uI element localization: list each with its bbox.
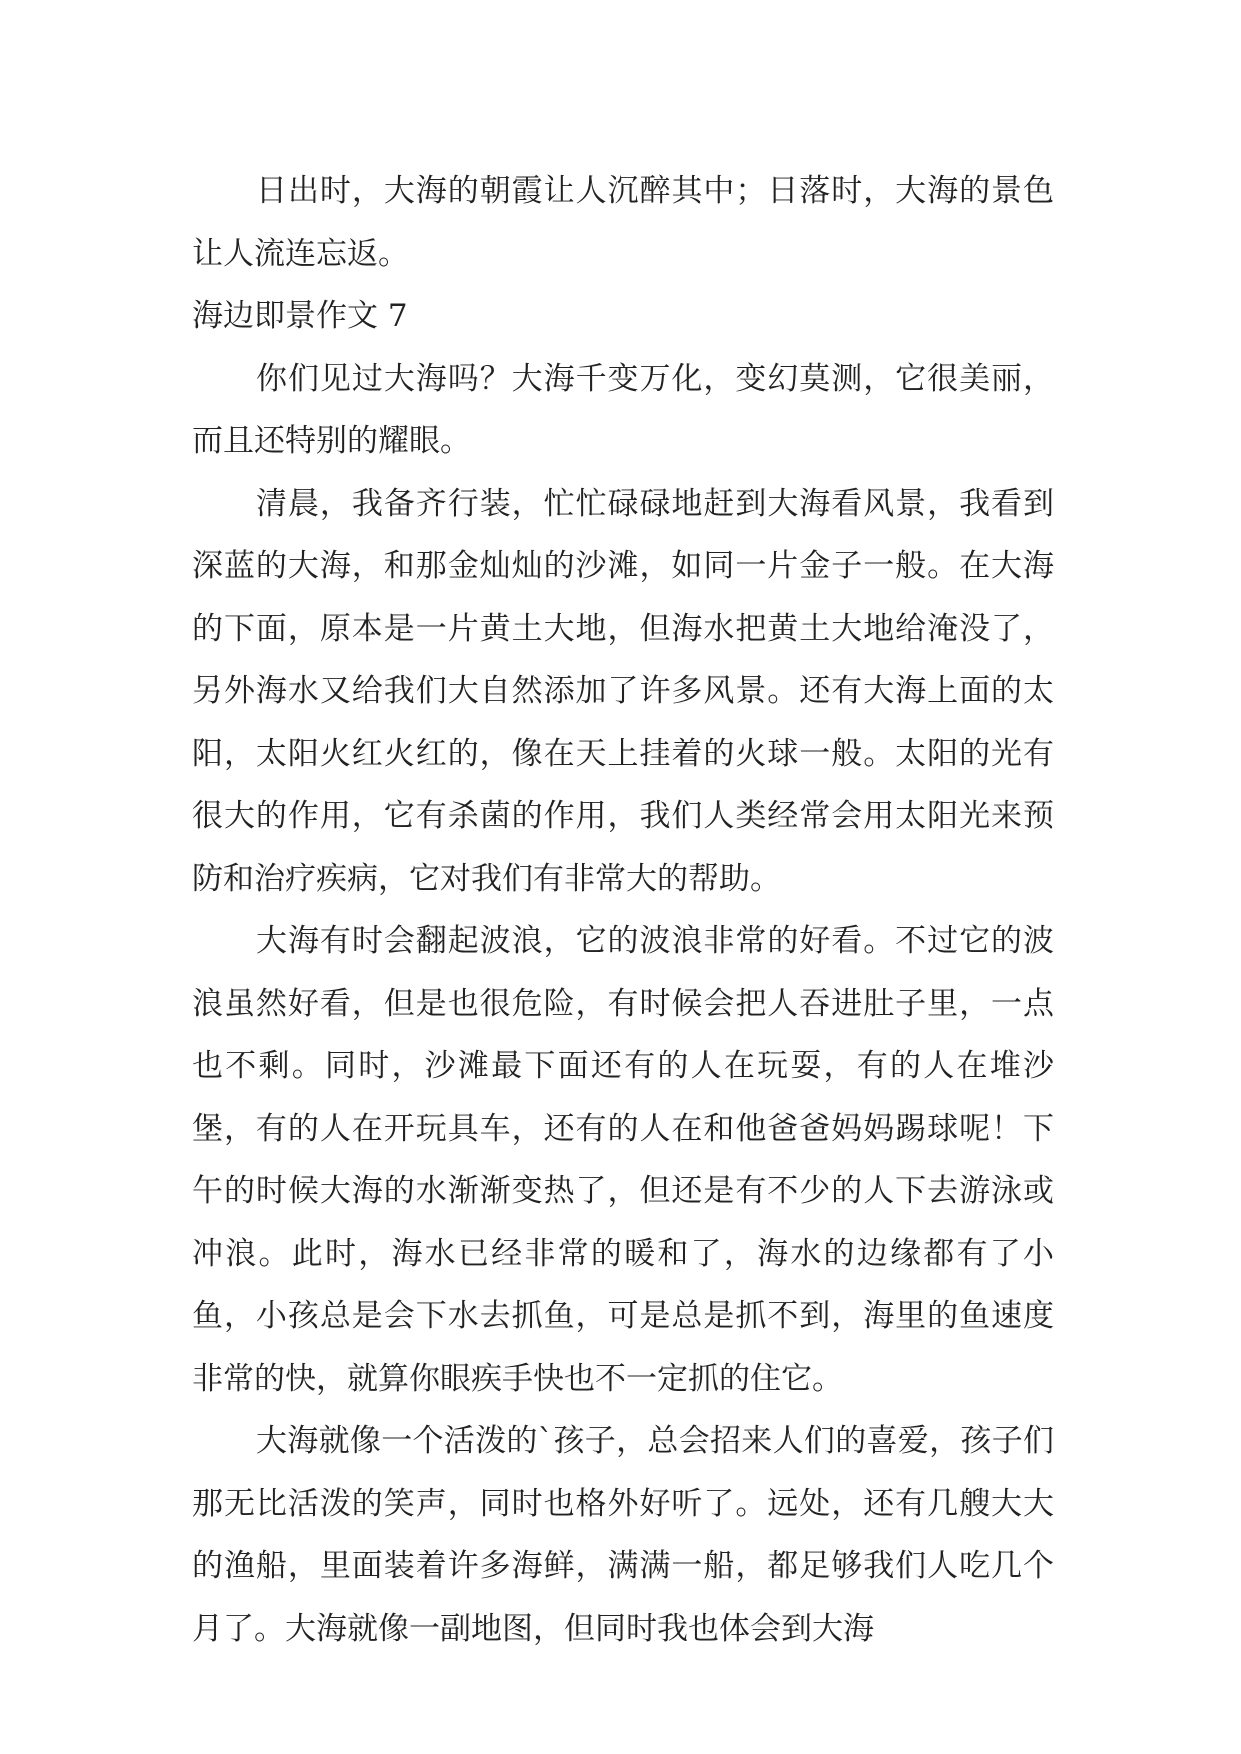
paragraph-intro: 你们见过大海吗？大海千变万化，变幻莫测，它很美丽，而且还特别的耀眼。 — [192, 360, 1054, 459]
essay-heading: 海边即景作文 7 — [192, 298, 408, 334]
document-body — [192, 160, 1054, 1660]
paragraph-waves: 大海有时会翻起波浪，它的波浪非常的好看。不过它的波浪虽然好看，但是也很危险，有时候会把人吞进肚子里，一点也不剩。同时，沙滩最下面还有的人在玩耍，有的人在堆沙堡，有的人在开玩具车，还有的人在和他爸爸妈妈踢球呢！下午的时候大海的水渐渐变热了，但还是有不少的人下去游泳或冲浪。此时，海水已经非常的暖和了，海水的边缘都有了小鱼，小孩总是会下水去抓鱼，可是总是抓不到，海里的鱼速度非常的快，就算你眼疾手快也不一定抓的住它。 — [192, 923, 1054, 1397]
paragraph-sunrise-sunset: 日出时，大海的朝霞让人沉醉其中；日落时，大海的景色让人流连忘返。 — [192, 173, 1054, 272]
paragraph-child: 大海就像一个活泼的`孩子，总会招来人们的喜爱，孩子们那无比活泼的笑声，同时也格外好听了。远处，还有几艘大大的渔船，里面装着许多海鲜，满满一船，都足够我们人吃几个月了。大海就像一副地图，但同时我也体会到大海 — [192, 1423, 1054, 1647]
paragraph-morning: 清晨，我备齐行装，忙忙碌碌地赶到大海看风景，我看到深蓝的大海，和那金灿灿的沙滩，如同一片金子一般。在大海的下面，原本是一片黄土大地，但海水把黄土大地给淹没了，另外海水又给我们大自然添加了许多风景。还有大海上面的太阳，太阳火红火红的，像在天上挂着的火球一般。太阳的光有很大的作用，它有杀菌的作用，我们人类经常会用太阳光来预防和治疗疾病，它对我们有非常大的帮助。 — [192, 485, 1054, 897]
